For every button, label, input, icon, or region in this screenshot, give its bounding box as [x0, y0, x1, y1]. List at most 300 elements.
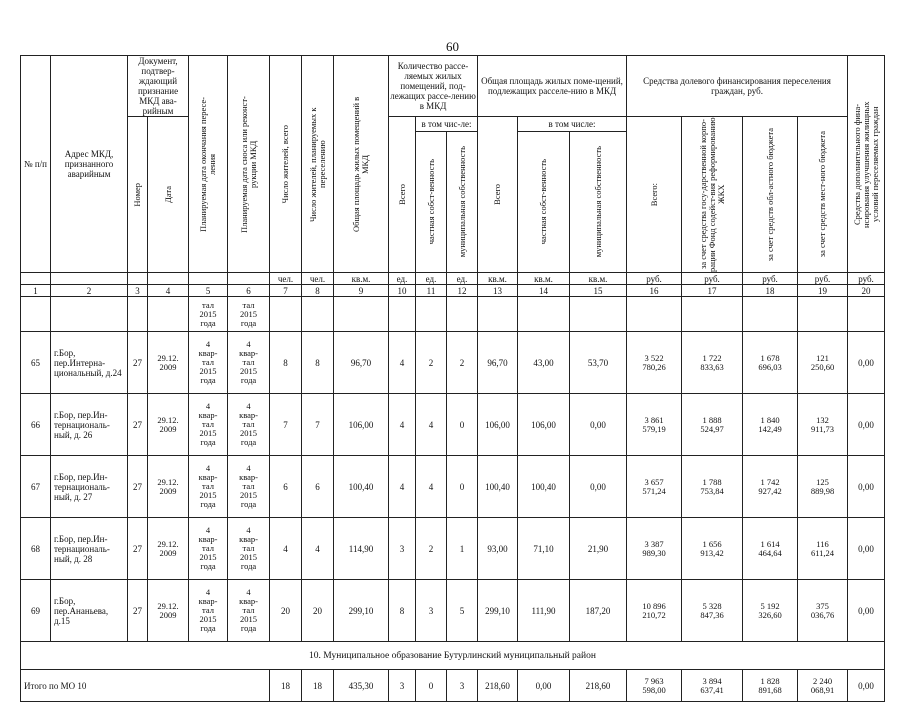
cell-c11: 2 — [416, 332, 447, 394]
cell-c16 — [627, 456, 682, 518]
cell-c16-line: 3 657 — [644, 476, 664, 487]
cell-planned-demolition-line: года — [240, 623, 257, 633]
empty-cell — [478, 297, 518, 332]
cell-c14: 100,40 — [518, 456, 570, 518]
cell-c16-line: 579,19 — [642, 423, 666, 434]
cell-c8: 8 — [302, 332, 334, 394]
cell-c17-line: 1 888 — [702, 414, 722, 425]
cell-c17-line: 1 722 — [702, 352, 722, 363]
column-number: 1 — [21, 285, 51, 297]
total-c16-line: 7 963 — [644, 675, 664, 686]
cell-planned-demolition-line: квар- — [239, 348, 258, 358]
cell-planned-end-line: года — [200, 499, 216, 509]
cell-address: г.Бор, пер.Ананьева, д.15 — [51, 580, 128, 642]
cell-doc-date-line: 2009 — [159, 485, 177, 496]
cell-c11: 3 — [416, 580, 447, 642]
empty-cell — [627, 297, 682, 332]
empty-cell — [334, 297, 389, 332]
cell-c18-line: 927,42 — [758, 485, 782, 496]
cell-c17-line: 913,42 — [700, 547, 724, 558]
cell-c9: 100,40 — [334, 456, 389, 518]
cell-planned-demolition-line: 2015 — [240, 552, 258, 562]
cell-num: 66 — [21, 394, 51, 456]
unit-cell: ед. — [416, 273, 447, 285]
cell-planned-end-line: 2015 — [199, 366, 217, 376]
cell-c17-line: 753,84 — [700, 485, 724, 496]
cell-c16-line: 571,24 — [642, 485, 666, 496]
cell-c18 — [743, 332, 798, 394]
cell-num: 67 — [21, 456, 51, 518]
header-num: № п/п — [21, 56, 51, 273]
column-number: 9 — [334, 285, 389, 297]
cell-c13: 100,40 — [478, 456, 518, 518]
cell-planned-end-line: 2015 — [199, 552, 217, 562]
column-numbers-row — [21, 285, 885, 297]
cell-c16 — [627, 580, 682, 642]
total-c16-line: 598,00 — [642, 684, 666, 695]
cell-c15: 0,00 — [570, 394, 627, 456]
cell-planned-end-line: тал — [202, 419, 214, 429]
cell-c16-line: 780,26 — [642, 361, 666, 372]
cell-address: г.Бор, пер.Ин-тернациональ-ный, д. 27 — [51, 456, 128, 518]
cell-planned-demolition-line: года — [240, 317, 257, 328]
continuation-row — [21, 297, 885, 332]
total-c11: 0 — [416, 670, 447, 702]
cell-c19-line: 036,76 — [810, 609, 835, 620]
column-number: 12 — [447, 285, 478, 297]
header-funds-region: за счет средств обл-астного бюджета — [743, 117, 798, 273]
cell-num: 65 — [21, 332, 51, 394]
empty-cell — [389, 297, 416, 332]
unit-cell: кв.м. — [518, 273, 570, 285]
table-row — [21, 518, 885, 580]
cell-c20: 0,00 — [848, 394, 885, 456]
cell-planned-demolition-line: тал — [242, 419, 255, 429]
column-number: 13 — [478, 285, 518, 297]
cell-c11: 4 — [416, 456, 447, 518]
cell-planned-end-line: 2015 — [199, 428, 217, 438]
column-number: 4 — [148, 285, 189, 297]
cell-planned-end-line: квар- — [198, 348, 218, 358]
cell-planned-end-line: 4 — [205, 587, 211, 597]
cell-planned-demolition — [228, 518, 270, 580]
cell-c16-line: 210,72 — [642, 609, 666, 620]
cell-c19-line: 889,98 — [810, 485, 835, 496]
cell-c9: 114,90 — [334, 518, 389, 580]
unit-cell: ед. — [447, 273, 478, 285]
total-row — [21, 670, 885, 702]
unit-cell: руб. — [848, 273, 885, 285]
cell-planned-demolition-line: тал — [242, 481, 255, 491]
cell-planned-end-line: квар- — [198, 410, 218, 420]
cell-doc-date-line: 2009 — [159, 361, 177, 372]
total-c17 — [682, 670, 743, 702]
column-number: 11 — [416, 285, 447, 297]
cell-c10: 4 — [389, 456, 416, 518]
cell-c9: 96,70 — [334, 332, 389, 394]
cell-c18-line: 464,64 — [758, 547, 782, 558]
cell-planned-end — [189, 332, 228, 394]
total-c17-line: 637,41 — [700, 684, 724, 695]
cell-doc-date-line: 29.12. — [157, 538, 179, 549]
cell-address: г.Бор, пер.Ин-тернациональ-ный, д. 26 — [51, 394, 128, 456]
header-rooms-including: в том чис-ле: — [416, 117, 478, 132]
cell-address: г.Бор, пер.Интерна-циональный, д.24 — [51, 332, 128, 394]
cell-planned-demolition-line: 2015 — [240, 490, 258, 500]
cell-c15: 0,00 — [570, 456, 627, 518]
cell-doc-date — [148, 456, 189, 518]
cell-c19-line: 375 — [816, 600, 829, 611]
cell-planned-end-line: года — [200, 437, 216, 447]
cell-c18-line: 696,03 — [758, 361, 782, 372]
cell-c18-line: 1 614 — [760, 538, 780, 549]
cell-c16-line: 10 896 — [642, 600, 666, 611]
total-c16 — [627, 670, 682, 702]
cell-planned-end-line: 2015 — [199, 490, 217, 500]
cell-planned-end — [189, 394, 228, 456]
cell-c19-line: 250,60 — [810, 361, 835, 372]
cell-c12: 2 — [447, 332, 478, 394]
cell-doc-date-line: 2009 — [159, 547, 177, 558]
cell-c11: 4 — [416, 394, 447, 456]
cell-c16-line: 3 522 — [644, 352, 664, 363]
table-row — [21, 456, 885, 518]
cell-planned-end-line: 4 — [205, 463, 211, 473]
header-funds-fund: за счет средства госу-дарственной корпо-рации Фонд содейст-вия реформированию ЖКХ — [682, 117, 743, 273]
cell-c17 — [682, 456, 743, 518]
cell-c19-line: 125 — [816, 476, 829, 487]
cell-c17 — [682, 518, 743, 580]
header-rooms-private: частная собст-венность — [416, 132, 447, 273]
cell-planned-demolition-line: 2015 — [240, 366, 258, 376]
column-number: 5 — [189, 285, 228, 297]
cell-c18-line: 1 742 — [760, 476, 780, 487]
cell-c19-line: 132 — [816, 414, 829, 425]
total-c13: 218,60 — [478, 670, 518, 702]
cell-planned-end-line: года — [200, 317, 216, 328]
cell-c18 — [743, 394, 798, 456]
column-number: 17 — [682, 285, 743, 297]
cell-planned-end-line: года — [200, 561, 216, 571]
total-c10: 3 — [389, 670, 416, 702]
cell-doc-date — [148, 518, 189, 580]
cell-c17-line: 833,63 — [700, 361, 724, 372]
cell-planned-end-line: квар- — [198, 534, 218, 544]
cell-planned-demolition-line: 4 — [246, 463, 251, 473]
cell-c17-line: 1 656 — [702, 538, 722, 549]
unit-cell: руб. — [682, 273, 743, 285]
header-area-including: в том числе: — [518, 117, 627, 132]
cell-doc-date-line: 29.12. — [157, 476, 179, 487]
header-area-municipal: муниципальная собственность — [570, 132, 627, 273]
section-title: 10. Муниципальное образование Бутурлинский муниципальный район — [21, 642, 885, 670]
cell-planned-demolition-line: 4 — [246, 339, 251, 349]
cell-c20: 0,00 — [848, 456, 885, 518]
cell-c18-line: 142,49 — [758, 423, 782, 434]
cell-planned-demolition-line: тал — [242, 299, 255, 310]
cell-doc-date-line: 29.12. — [157, 600, 179, 611]
cell-address: г.Бор, пер.Ин-тернациональ-ный, д. 28 — [51, 518, 128, 580]
header-residents-total: Число жителей, всего — [270, 56, 302, 273]
cell-doc-number: 27 — [128, 456, 148, 518]
total-c9: 435,30 — [334, 670, 389, 702]
cell-c8: 6 — [302, 456, 334, 518]
cell-c17-line: 524,97 — [700, 423, 724, 434]
page-number: 60 — [446, 39, 459, 54]
total-c17-line: 3 894 — [702, 675, 722, 686]
column-number: 16 — [627, 285, 682, 297]
cell-doc-date-line: 29.12. — [157, 414, 179, 425]
cell-c9: 106,00 — [334, 394, 389, 456]
cell-c7: 8 — [270, 332, 302, 394]
cell-planned-end — [189, 580, 228, 642]
header-area-total: Всего — [478, 117, 518, 273]
cell-planned-end-line: квар- — [198, 596, 218, 606]
cell-planned-demolition-line: 4 — [246, 587, 251, 597]
table-row — [21, 394, 885, 456]
cell-c18-line: 1 678 — [760, 352, 780, 363]
unit-cell: чел. — [270, 273, 302, 285]
empty-cell — [682, 297, 743, 332]
cell-planned-end-line: тал — [202, 605, 214, 615]
cell-planned-demolition — [228, 332, 270, 394]
cell-doc-number: 27 — [128, 518, 148, 580]
cell-c16-line: 3 861 — [644, 414, 664, 425]
cell-c7: 20 — [270, 580, 302, 642]
cell-c12: 5 — [447, 580, 478, 642]
total-c12: 3 — [447, 670, 478, 702]
cell-planned-end-line: 4 — [205, 339, 211, 349]
cell-c17 — [682, 580, 743, 642]
total-c18-line: 891,68 — [758, 684, 782, 695]
cell-c12: 1 — [447, 518, 478, 580]
cell-c18-line: 326,60 — [758, 609, 782, 620]
cell-planned-end — [189, 297, 228, 332]
cell-c16 — [627, 394, 682, 456]
cell-doc-date — [148, 332, 189, 394]
cell-c18 — [743, 456, 798, 518]
cell-planned-end-line: 2015 — [199, 308, 217, 319]
header-doc-date: Дата — [148, 117, 189, 273]
cell-c7: 6 — [270, 456, 302, 518]
header-planned-demolition: Планируемая дата сноса или реконст-рукции МКД — [228, 56, 270, 273]
cell-planned-demolition-line: года — [240, 499, 257, 509]
unit-cell: чел. — [302, 273, 334, 285]
cell-c16-line: 989,30 — [642, 547, 666, 558]
cell-c16 — [627, 518, 682, 580]
cell-c8: 7 — [302, 394, 334, 456]
unit-cell: кв.м. — [570, 273, 627, 285]
cell-doc-number: 27 — [128, 394, 148, 456]
table-row — [21, 332, 885, 394]
cell-c16 — [627, 332, 682, 394]
cell-planned-end-line: 4 — [205, 525, 211, 535]
cell-c19 — [798, 456, 848, 518]
cell-planned-demolition — [228, 297, 270, 332]
cell-planned-demolition — [228, 456, 270, 518]
cell-planned-end-line: года — [200, 623, 216, 633]
column-number: 6 — [228, 285, 270, 297]
unit-cell: руб. — [798, 273, 848, 285]
total-c14: 0,00 — [518, 670, 570, 702]
cell-c10: 4 — [389, 332, 416, 394]
unit-cell: кв.м. — [478, 273, 518, 285]
total-label: Итого по МО 10 — [21, 670, 270, 702]
cell-c9: 299,10 — [334, 580, 389, 642]
cell-planned-end-line: тал — [202, 543, 214, 553]
header-area-group: Общая площадь жилых поме-щений, подлежащих расселе-нию в МКД — [478, 56, 627, 117]
cell-c14: 43,00 — [518, 332, 570, 394]
empty-cell — [416, 297, 447, 332]
cell-c19-line: 611,24 — [810, 547, 835, 558]
empty-cell — [21, 297, 51, 332]
cell-c18 — [743, 518, 798, 580]
empty-cell — [518, 297, 570, 332]
total-c19-line: 2 240 — [812, 675, 833, 686]
cell-planned-demolition-line: квар- — [239, 410, 258, 420]
header-funds-group: Средства долевого финансирования переселения граждан, руб. — [627, 56, 848, 117]
empty-cell — [302, 297, 334, 332]
table-row — [21, 580, 885, 642]
cell-c15: 187,20 — [570, 580, 627, 642]
empty-cell — [848, 297, 885, 332]
cell-c8: 4 — [302, 518, 334, 580]
empty-cell — [798, 297, 848, 332]
cell-c17 — [682, 332, 743, 394]
unit-cell: руб. — [627, 273, 682, 285]
cell-c18 — [743, 580, 798, 642]
total-c19 — [798, 670, 848, 702]
table-header — [21, 56, 885, 297]
cell-c19 — [798, 332, 848, 394]
cell-planned-end — [189, 456, 228, 518]
header-address: Адрес МКД, признанного аварийным — [51, 56, 128, 273]
header-funds-local: за счет средств мест-ного бюджета — [798, 117, 848, 273]
column-number: 2 — [51, 285, 128, 297]
cell-planned-end-line: 4 — [205, 401, 211, 411]
cell-planned-demolition-line: тал — [242, 605, 255, 615]
cell-c13: 93,00 — [478, 518, 518, 580]
cell-c13: 96,70 — [478, 332, 518, 394]
cell-planned-demolition-line: тал — [242, 357, 255, 367]
cell-c10: 3 — [389, 518, 416, 580]
cell-c13: 299,10 — [478, 580, 518, 642]
cell-c18-line: 5 192 — [760, 600, 780, 611]
empty-cell — [270, 297, 302, 332]
cell-doc-date — [148, 394, 189, 456]
column-number: 15 — [570, 285, 627, 297]
column-number: 18 — [743, 285, 798, 297]
header-doc-number: Номер — [128, 117, 148, 273]
cell-planned-end — [189, 518, 228, 580]
cell-c14: 106,00 — [518, 394, 570, 456]
cell-c20: 0,00 — [848, 580, 885, 642]
total-c20: 0,00 — [848, 670, 885, 702]
cell-doc-date-line: 29.12. — [157, 352, 179, 363]
column-number: 7 — [270, 285, 302, 297]
cell-planned-demolition-line: года — [240, 437, 257, 447]
cell-c19-line: 121 — [816, 352, 829, 363]
column-number: 3 — [128, 285, 148, 297]
cell-planned-demolition-line: квар- — [239, 596, 258, 606]
cell-planned-demolition-line: тал — [242, 543, 255, 553]
header-funds-total: Всего: — [627, 117, 682, 273]
column-number: 19 — [798, 285, 848, 297]
cell-c17-line: 847,36 — [700, 609, 724, 620]
cell-c10: 8 — [389, 580, 416, 642]
cell-c15: 53,70 — [570, 332, 627, 394]
cell-c19 — [798, 394, 848, 456]
cell-planned-demolition-line: 4 — [246, 525, 251, 535]
total-c15: 218,60 — [570, 670, 627, 702]
unit-cell: руб. — [743, 273, 798, 285]
header-area-private: частная собст-венность — [518, 132, 570, 273]
cell-c7: 7 — [270, 394, 302, 456]
cell-c19-line: 911,73 — [810, 423, 835, 434]
header-document: Документ, подтвер-ждающий признание МКД ава-рийным — [128, 56, 189, 117]
table-body — [21, 297, 885, 702]
units-row — [21, 273, 885, 285]
cell-c11: 2 — [416, 518, 447, 580]
cell-doc-number: 27 — [128, 332, 148, 394]
cell-c19 — [798, 518, 848, 580]
cell-planned-end-line: тал — [202, 299, 214, 310]
cell-planned-demolition-line: 2015 — [240, 428, 258, 438]
total-c18 — [743, 670, 798, 702]
header-rooms-total: Всего — [389, 117, 416, 273]
column-number: 10 — [389, 285, 416, 297]
cell-planned-end-line: 2015 — [199, 614, 217, 624]
empty-cell — [148, 297, 189, 332]
empty-cell — [51, 297, 128, 332]
empty-cell — [128, 297, 148, 332]
cell-planned-demolition-line: года — [240, 375, 257, 385]
empty-cell — [743, 297, 798, 332]
cell-c12: 0 — [447, 456, 478, 518]
header-rooms-count: Количество рассе-ляемых жилых помещений, под-лежащих рассе-лению в МКД — [389, 56, 478, 117]
total-c8: 18 — [302, 670, 334, 702]
cell-c16-line: 3 387 — [644, 538, 664, 549]
unit-cell: кв.м. — [334, 273, 389, 285]
cell-c17 — [682, 394, 743, 456]
cell-planned-end-line: тал — [202, 481, 214, 491]
cell-planned-demolition — [228, 394, 270, 456]
empty-cell — [570, 297, 627, 332]
header-total-area: Общая площадь жилых помещений в МКД — [334, 56, 389, 273]
section-row — [21, 642, 885, 670]
total-c18-line: 1 828 — [760, 675, 780, 686]
cell-c13: 106,00 — [478, 394, 518, 456]
cell-c19 — [798, 580, 848, 642]
header-additional: Средства дополнительного фина-нсирования улучшения жилищных условий переселяемых граждан — [848, 56, 885, 273]
column-number: 8 — [302, 285, 334, 297]
cell-doc-date-line: 2009 — [159, 423, 177, 434]
unit-cell: ед. — [389, 273, 416, 285]
cell-c10: 4 — [389, 394, 416, 456]
cell-c8: 20 — [302, 580, 334, 642]
total-c19-line: 068,91 — [810, 684, 835, 695]
cell-c12: 0 — [447, 394, 478, 456]
total-c7: 18 — [270, 670, 302, 702]
empty-cell — [447, 297, 478, 332]
header-planned-end: Планируемая дата окончания пересе-ления — [189, 56, 228, 273]
cell-doc-date — [148, 580, 189, 642]
cell-c17-line: 1 788 — [702, 476, 722, 487]
cell-c7: 4 — [270, 518, 302, 580]
resettlement-table — [20, 55, 885, 702]
column-number: 20 — [848, 285, 885, 297]
cell-c20: 0,00 — [848, 518, 885, 580]
